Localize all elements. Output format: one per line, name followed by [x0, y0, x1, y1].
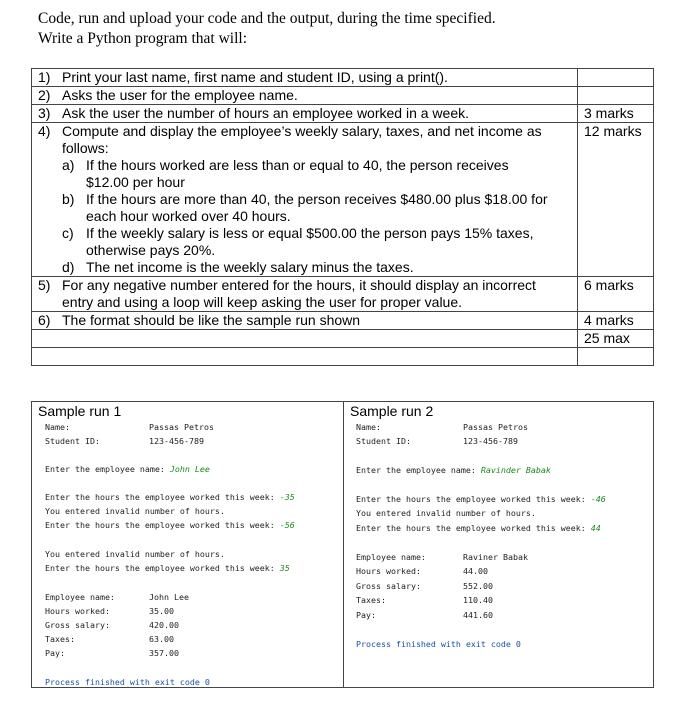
req-row-6 [32, 312, 654, 330]
req-row-5 [32, 277, 654, 312]
sub-text: The net income is the weekly salary minus the taxes. [86, 259, 414, 275]
console-id-label: Student ID: [45, 436, 100, 446]
console-exit: Process finished with exit code 0 [45, 677, 210, 687]
req-marks: 6 marks [578, 277, 654, 312]
out-value: 44.00 [463, 566, 488, 576]
req-text: Print your last name, first name and student ID, using a print(). [62, 69, 448, 85]
out-label: Pay: [356, 610, 376, 620]
sub-num: c) [62, 225, 74, 241]
out-label: Gross salary: [356, 581, 421, 591]
req-row-total [32, 330, 654, 348]
req-row-2 [32, 87, 654, 105]
req-row-4 [32, 123, 654, 277]
console-input: -35 [279, 492, 295, 502]
req-text: The format should be like the sample run shown [62, 312, 361, 328]
console-id-value: 123-456-789 [149, 436, 204, 446]
console-name-value: Passas Petros [149, 422, 214, 432]
out-value: 63.00 [149, 634, 174, 644]
console-input: John Lee [169, 464, 210, 474]
out-value: 441.60 [463, 610, 493, 620]
out-label: Taxes: [45, 634, 75, 644]
console-input: -56 [279, 520, 295, 530]
console-name-value: Passas Petros [463, 422, 528, 432]
out-value: 420.00 [149, 620, 179, 630]
console-prompt-hours: Enter the hours the employee worked this week: -46 [356, 494, 606, 504]
intro-line-2: Write a Python program that will: [38, 30, 248, 47]
sub-text-cont: $12.00 per hour [86, 174, 185, 190]
sample-run-1 [32, 402, 344, 687]
out-label: Taxes: [356, 595, 386, 605]
out-label: Gross salary: [45, 620, 110, 630]
console-exit: Process finished with exit code 0 [356, 639, 521, 649]
console-input: -46 [590, 494, 606, 504]
req-text: For any negative number entered for the hours, it should display an incorrect [62, 277, 536, 293]
req-marks [578, 69, 654, 87]
req-marks: 3 marks [578, 105, 654, 123]
console-invalid: You entered invalid number of hours. [45, 549, 225, 559]
sub-num: b) [62, 191, 75, 207]
sub-text-cont: otherwise pays 20%. [86, 242, 216, 258]
req-text: Compute and display the employee’s weekly salary, taxes, and net income as [62, 123, 542, 139]
intro [38, 9, 496, 49]
console-prompt-name: Enter the employee name: John Lee [45, 464, 210, 474]
req-num: 4) [38, 123, 51, 139]
out-value: 357.00 [149, 648, 179, 658]
req-num: 5) [38, 277, 51, 293]
console-invalid: You entered invalid number of hours. [356, 508, 536, 518]
req-row-1 [32, 69, 654, 87]
out-value: 110.40 [463, 595, 493, 605]
console-name-label: Name: [356, 422, 381, 432]
req-num: 1) [38, 69, 51, 85]
sample-runs [31, 401, 654, 688]
sub-text-cont: each hour worked over 40 hours. [86, 208, 291, 224]
req-text: Ask the user the number of hours an employee worked in a week. [62, 105, 469, 121]
console-input: 44 [590, 523, 601, 533]
intro-line-1: Code, run and upload your code and the output, during the time specified. [38, 10, 496, 27]
sub-num: d) [62, 259, 75, 275]
console-input: 35 [279, 563, 290, 573]
sub-num: a) [62, 157, 75, 173]
console-prompt-name: Enter the employee name: Ravinder Babak [356, 465, 551, 475]
console-prompt-hours: Enter the hours the employee worked this week: -35 [45, 492, 295, 502]
out-value: 35.00 [149, 606, 174, 616]
req-text-cont: entry and using a loop will keep asking the user for proper value. [62, 294, 463, 310]
req-row-empty [32, 348, 654, 366]
out-value: Raviner Babak [463, 552, 528, 562]
req-num: 3) [38, 105, 51, 121]
console-invalid: You entered invalid number of hours. [45, 506, 225, 516]
out-label: Hours worked: [45, 606, 110, 616]
sub-text: If the weekly salary is less or equal $500.00 the person pays 15% taxes, [86, 225, 534, 241]
out-label: Pay: [45, 648, 65, 658]
out-value: John Lee [149, 592, 189, 602]
req-num: 6) [38, 312, 51, 328]
req-text-cont: follows: [62, 140, 109, 156]
out-label: Employee name: [356, 552, 426, 562]
run-title: Sample run 1 [38, 403, 122, 419]
out-label: Hours worked: [356, 566, 421, 576]
req-num: 2) [38, 87, 51, 103]
console-prompt-hours: Enter the hours the employee worked this week: -56 [45, 520, 295, 530]
req-text: Asks the user for the employee name. [62, 87, 298, 103]
console-prompt-hours: Enter the hours the employee worked this week: 35 [45, 563, 290, 573]
console-name-label: Name: [45, 422, 70, 432]
req-marks [578, 87, 654, 105]
console-id-label: Student ID: [356, 436, 411, 446]
req-row-3 [32, 105, 654, 123]
requirements-table [31, 68, 654, 366]
console-id-value: 123-456-789 [463, 436, 518, 446]
console-input: Ravinder Babak [480, 465, 551, 475]
out-value: 552.00 [463, 581, 493, 591]
total-marks: 25 max [578, 330, 654, 348]
run-title: Sample run 2 [350, 403, 434, 419]
console-prompt-hours: Enter the hours the employee worked this week: 44 [356, 523, 601, 533]
sample-run-2 [344, 402, 653, 687]
out-label: Employee name: [45, 592, 115, 602]
sub-text: If the hours worked are less than or equal to 40, the person receives [86, 157, 509, 173]
sub-text: If the hours are more than 40, the person receives $480.00 plus $18.00 for [86, 191, 548, 207]
req-marks: 12 marks [578, 123, 654, 277]
req-marks: 4 marks [578, 312, 654, 330]
